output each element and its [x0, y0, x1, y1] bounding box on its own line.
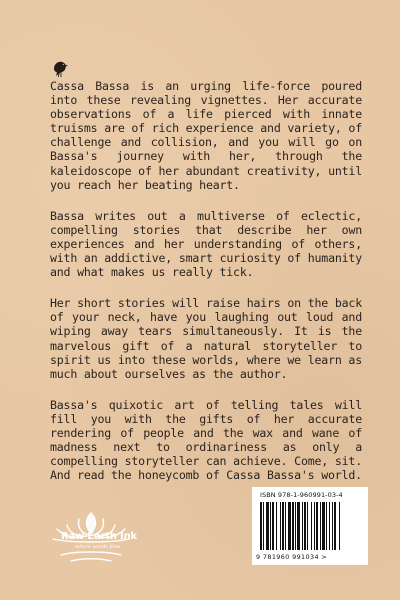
bird-icon: [50, 58, 70, 80]
barcode: [252, 487, 368, 565]
isbn-label: ISBN 978-1-960991-03-4: [260, 491, 343, 499]
barcode-bars: [260, 502, 360, 550]
blurb-paragraph: Her short stories will raise hairs on the back of your neck, have you laughing out loud and wiping away tears simultaneously. It is the marvelous gift of a natural storyteller to spirit us into these worlds, where we learn as much about ourselves as the author.: [50, 296, 362, 381]
blurb-text: [50, 79, 362, 499]
publisher-name: Raw Earth Ink: [61, 531, 137, 542]
blurb-paragraph: Bassa writes out a multiverse of eclectic, compelling stories that describe her own experiences and her understanding of others, with an addictive, smart curiosity of humanity and what makes us really tick.: [50, 208, 362, 280]
barcode-digits: 9 781960 991034 >: [256, 553, 328, 561]
blurb-paragraph: Bassa's quixotic art of telling tales will fill you with the gifts of her accurate rendering of people and the wax and wane of madness next to ordinariness as only a compelling storyteller can achieve. Come, sit. And read the honeycomb of Cassa Bassa's world.: [50, 397, 362, 483]
publisher-tagline: where words flow: [75, 544, 121, 550]
blurb-paragraph: Cassa Bassa is an urging life-force poured into these revealing vignettes. Her accurate observations of a life pierced with innate truisms are of rich experience and variety, of challenge and collision, and you will go on Bassa's journey with her, through the kaleidoscope of her abundant creativity, until you reach her beating heart.: [50, 79, 362, 192]
